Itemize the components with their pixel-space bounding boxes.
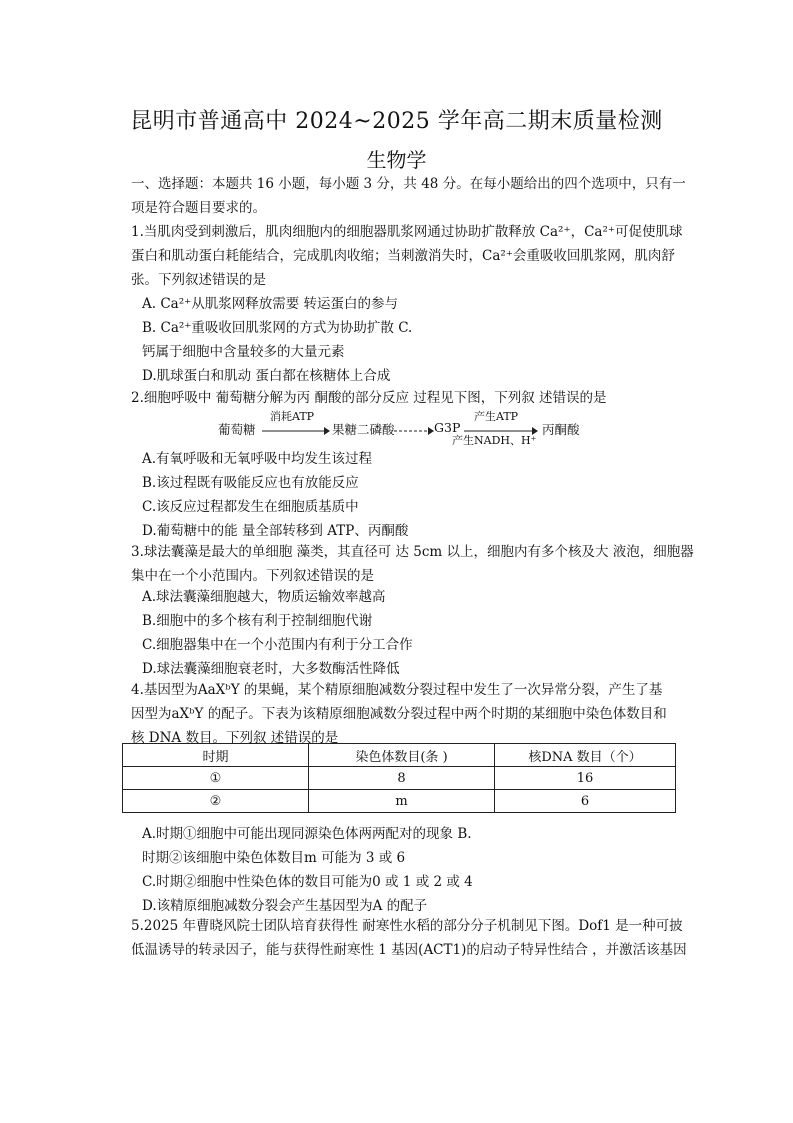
diagram-arrow2-dashed [394, 427, 434, 435]
chromosome-table [122, 743, 676, 813]
question-1-line: 张。下列叙述错误的是 [131, 272, 266, 288]
question-1-stem [131, 220, 683, 292]
diagram-node-fbp: 果糖二磷酸 [332, 422, 395, 437]
section-intro-line: 项是符合题目要求的。 [131, 200, 266, 216]
question-2-option-c: C.该反应过程都发生在细胞质基质中 [142, 499, 359, 515]
question-4-option-b: 时期②该细胞中染色体数目m 可能为 3 或 6 [142, 850, 406, 866]
question-2-option-a: A.有氧呼吸和无氧呼吸中均发生该过程 [142, 451, 373, 467]
section-intro-line: 一、选择题：本题共 16 小题，每小题 3 分，共 48 分。在每小题给出的四个选项中，只有一 [131, 176, 686, 192]
table-cell: 8 [309, 767, 495, 790]
table-header-cell: 时期 [123, 744, 309, 767]
question-4-stem [131, 678, 676, 750]
question-5-stem [131, 914, 687, 962]
table-cell: 16 [495, 767, 676, 790]
question-2-option-b: B.该过程既有吸能反应也有放能反应 [142, 475, 359, 491]
table-header-cell: 核DNA 数目（个） [495, 744, 676, 767]
table-cell: m [309, 790, 495, 813]
question-1-option-a: A. Ca²⁺从肌浆网释放需要 转运蛋白的参与 [142, 296, 399, 312]
question-1-option-b: B. Ca²⁺重吸收回肌浆网的方式为协助扩散 C. [142, 320, 413, 336]
question-2-line: 2.细胞呼吸中 葡萄糖分解为丙 酮酸的部分反应 过程见下图，下列叙 述错误的是 [131, 390, 607, 406]
question-3-stem [131, 540, 694, 588]
table-row [123, 767, 676, 790]
question-3-line: 3.球法囊藻是最大的单细胞 藻类，其直径可 达 5cm 以上，细胞内有多个核及大 液泡，细胞器 [131, 544, 694, 560]
diagram-arrow1-label: 消耗ATP [270, 410, 315, 423]
question-3-line: 集中在一个小范围内。下列叙述错误的是 [131, 568, 374, 584]
question-4-line: 因型为aXᵇY 的配子。下表为该精原细胞减数分裂过程中两个时期的某细胞中染色体数目和 [131, 706, 667, 722]
question-4-line: 4.基因型为AaXᵇY 的果蝇，某个精原细胞减数分裂过程中发生了一次异常分裂，产生了基 [131, 682, 663, 698]
diagram-node-glucose: 葡萄糖 [218, 422, 256, 437]
question-4-option-a: A.时期①细胞中可能出现同源染色体两两配对的现象 B. [142, 826, 472, 842]
table-cell: ① [123, 767, 309, 790]
page-title: 昆明市普通高中 2024~2025 学年高二期末质量检测 [130, 109, 663, 134]
question-1-option-d: D.肌球蛋白和肌动 蛋白都在核糖体上合成 [142, 368, 391, 384]
diagram-node-pyruvate: 丙酮酸 [542, 422, 580, 437]
diagram-arrow3-label-top: 产生ATP [474, 410, 519, 423]
table-cell: 6 [495, 790, 676, 813]
question-3-option-c: C.细胞器集中在一个小范围内有利于分工合作 [142, 637, 413, 653]
question-2-option-d: D.葡萄糖中的能 量全部转移到 ATP、丙酮酸 [142, 523, 409, 539]
question-1-line: 蛋白和肌动蛋白耗能结合，完成肌肉收缩；当刺激消失时，Ca²⁺会重吸收回肌浆网，肌肉舒 [131, 248, 675, 264]
glycolysis-diagram [218, 408, 588, 448]
question-1-line: 1.当肌肉受到刺激后，肌肉细胞内的细胞器肌浆网通过协助扩散释放 Ca²⁺，Ca²⁺可促使肌球 [131, 224, 683, 240]
table-header-cell: 染色体数目(条 ) [309, 744, 495, 767]
question-5-line: 5.2025 年曹晓风院士团队培育获得性 耐寒性水稻的部分分子机制见下图。Dof1 是一种可披 [131, 918, 683, 934]
diagram-arrow1 [262, 427, 330, 435]
question-4-option-d: D.该精原细胞减数分裂会产生基因型为A 的配子 [142, 898, 428, 914]
section-intro [131, 172, 686, 220]
question-3-option-b: B.细胞中的多个核有利于控制细胞代谢 [142, 613, 373, 629]
diagram-node-g3p: G3P [434, 420, 461, 435]
question-2-stem [131, 386, 676, 410]
table-header-row [123, 744, 676, 767]
question-1-option-c: 钙属于细胞中含量较多的大量元素 [142, 344, 345, 360]
question-5-line: 低温诱导的转录因子，能与获得性耐寒性 1 基因(ACT1)的启动子特异性结合 ，并激活该基因 [131, 942, 687, 958]
subject-title: 生物学 [366, 148, 427, 172]
table-row [123, 790, 676, 813]
diagram-arrow3-label-bottom: 产生NADH、H⁺ [452, 434, 537, 447]
question-3-option-a: A.球法囊藻细胞越大，物质运输效率越高 [142, 589, 386, 605]
question-3-option-d: D.球法囊藻细胞衰老时，大多数酶活性降低 [142, 661, 400, 677]
table-cell: ② [123, 790, 309, 813]
question-4-option-c: C.时期②细胞中性染色体的数目可能为0 或 1 或 2 或 4 [142, 874, 473, 890]
question-4-line: 核 DNA 数目。下列叙 述错误的是 [131, 730, 339, 746]
